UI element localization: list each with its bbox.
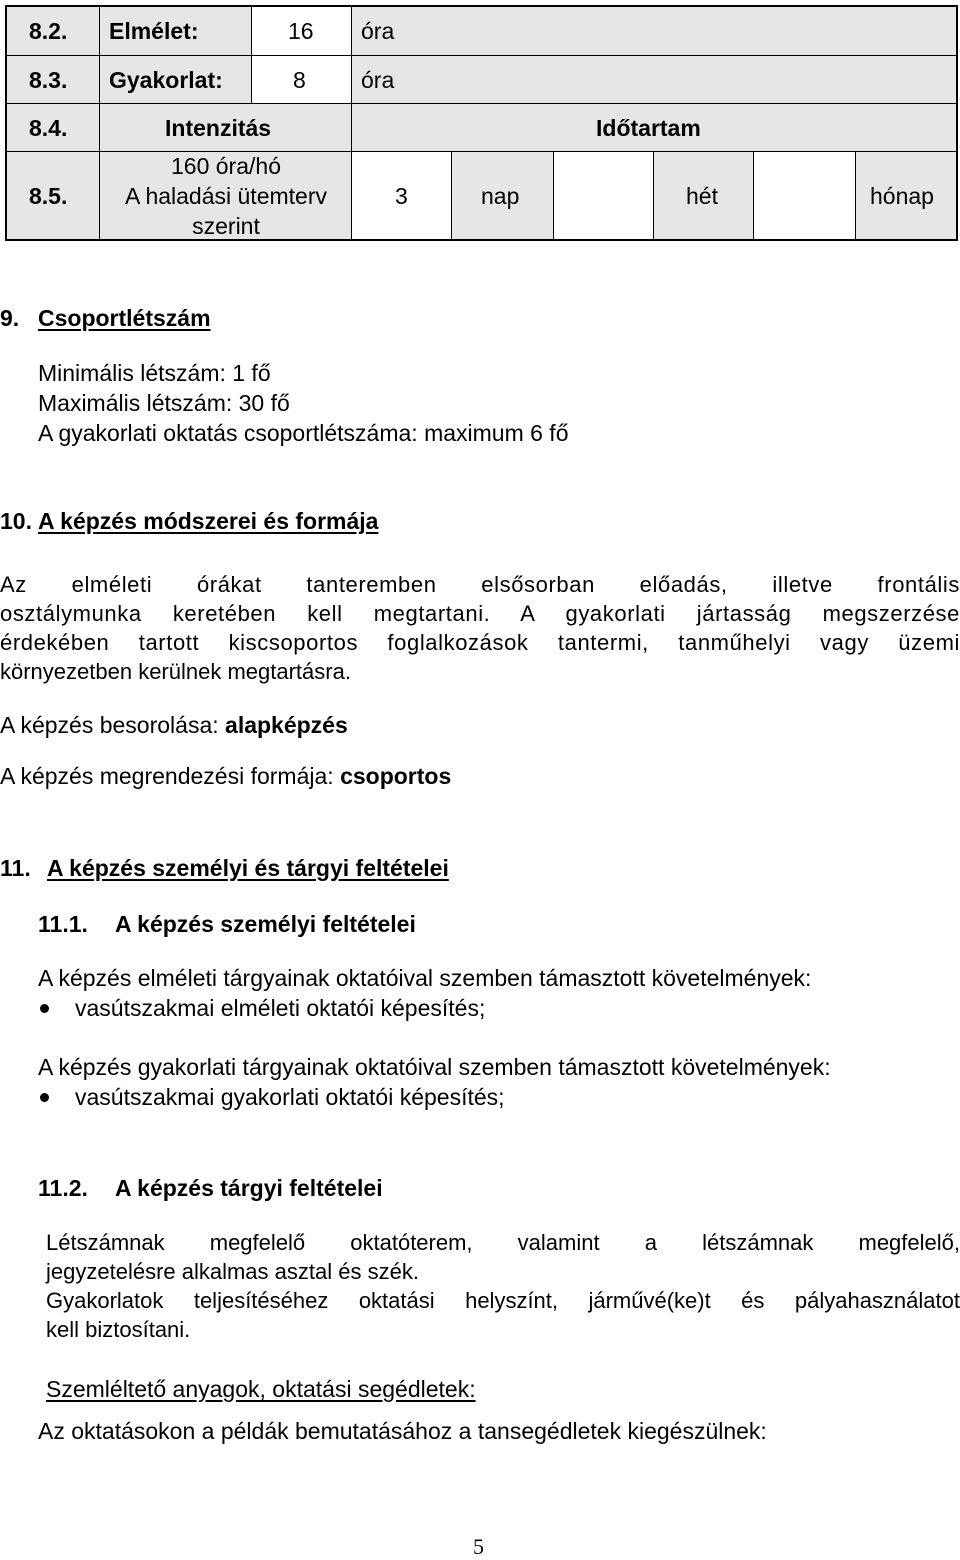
table-cell [554, 152, 654, 239]
methods-paragraph-line: környezetben kerülnek megtartásra. [0, 659, 351, 684]
section-title: A képzés módszerei és formája [38, 508, 379, 534]
section-title: Csoportlétszám [38, 305, 211, 331]
max-headcount: Maximális létszám: 30 fő [38, 390, 290, 416]
methods-paragraph-line: osztálymunka keretében kell megtartani. A gyakorlati jártasság megszerzése [0, 601, 960, 626]
theory-requirements: A képzés elméleti tárgyainak oktatóival szemben támasztott követelmények: [38, 965, 812, 991]
min-headcount: Minimális létszám: 1 fő [38, 360, 271, 386]
material-line: kell biztosítani. [46, 1317, 191, 1342]
intensity-line: szerint [192, 213, 260, 239]
form-line [0, 763, 451, 790]
row-number: 8.3. [29, 67, 68, 93]
days-value: 3 [395, 183, 408, 209]
row-unit: óra [361, 67, 395, 93]
row-label: Elmélet: [109, 18, 199, 44]
classification-line [0, 712, 348, 739]
section-number: 10. [0, 508, 32, 534]
section-title: A képzés személyi és tárgyi feltételei [47, 855, 449, 881]
training-hours-table [5, 5, 958, 241]
form-label: A képzés megrendezési formája: [0, 763, 341, 789]
practice-requirements: A képzés gyakorlati tárgyainak oktatóival szemben támasztott követelmények: [38, 1054, 831, 1080]
subsection-number: 11.2. [38, 1175, 88, 1201]
page-number: 5 [473, 1534, 484, 1559]
row-number: 8.5. [29, 183, 68, 209]
theory-bullet: vasútszakmai elméleti oktatói képesítés; [75, 995, 486, 1021]
intensity-line: 160 óra/hó [171, 153, 281, 179]
bullet-icon [40, 1093, 49, 1102]
row-value: 8 [293, 67, 306, 93]
material-line: Létszámnak megfelelő oktatóterem, valamint a létszámnak megfelelő, [46, 1230, 960, 1255]
methods-paragraph-line: Az elméleti órákat tanteremben elsősorban előadás, illetve frontális [0, 572, 960, 597]
aids-heading: Szemléltető anyagok, oktatási segédletek: [46, 1376, 476, 1402]
material-line: jegyzetelésre alkalmas asztal és szék. [46, 1259, 419, 1284]
table-cell [754, 152, 856, 239]
form-value: csoportos [340, 763, 452, 789]
bullet-icon [40, 1004, 49, 1013]
row-unit: óra [361, 18, 395, 44]
row-value: 16 [288, 18, 314, 44]
classification-value: alapképzés [225, 712, 348, 738]
material-line: Gyakorlatok teljesítéséhez oktatási helyszínt, járművé(ke)t és pályahasználatot [46, 1288, 960, 1313]
aids-text: Az oktatásokon a példák bemutatásához a tansegédletek kiegészülnek: [38, 1418, 767, 1444]
section-number: 11. [0, 855, 31, 881]
section-number: 9. [0, 305, 20, 331]
classification-label: A képzés besorolása: [0, 712, 226, 738]
table-cell [352, 7, 956, 56]
days-label: nap [481, 183, 520, 209]
week-label: hét [686, 183, 718, 209]
practice-bullet: vasútszakmai gyakorlati oktatói képesítés; [75, 1084, 505, 1110]
intensity-header: Intenzitás [165, 115, 272, 141]
subsection-number: 11.1. [38, 911, 88, 937]
row-number: 8.4. [29, 115, 68, 141]
methods-paragraph-line: érdekében tartott kiscsoportos foglalkozások tantermi, tanműhelyi vagy üzemi [0, 630, 960, 655]
row-number: 8.2. [29, 18, 68, 44]
intensity-line: A haladási ütemterv [124, 183, 327, 209]
duration-header: Időtartam [596, 115, 701, 141]
subsection-title: A képzés személyi feltételei [115, 911, 416, 937]
table-cell [352, 56, 956, 104]
month-label: hónap [870, 183, 934, 209]
practice-group-size: A gyakorlati oktatás csoportlétszáma: maximum 6 fő [38, 420, 569, 446]
subsection-title: A képzés tárgyi feltételei [115, 1175, 383, 1201]
row-label: Gyakorlat: [109, 67, 223, 93]
